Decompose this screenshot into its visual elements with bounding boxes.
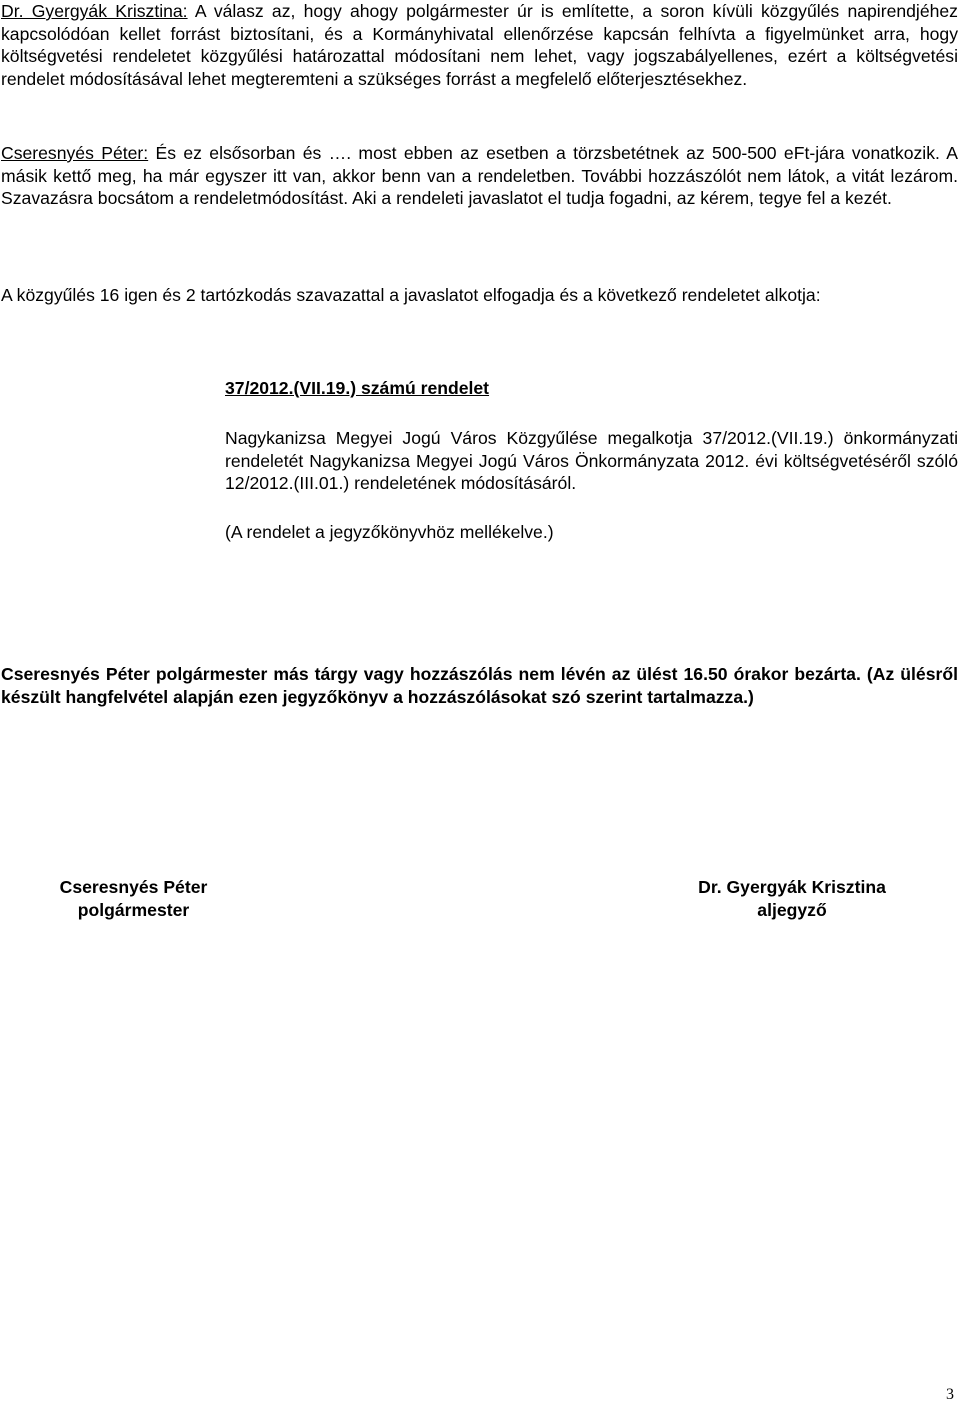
decree-attachment-note: (A rendelet a jegyzőkönyvhöz mellékelve.) [225,522,554,542]
paragraph-cseresnyes [1,142,958,210]
signature-right [672,876,912,921]
paragraph-gyergyak [1,0,958,90]
page-number: 3 [946,1386,954,1403]
paragraph-text: És ez elsősorban és …. most ebben az esetben a törzsbetétnek az 500-500 eFt-jára vonatkozik. A másik kettő meg, ha már egyszer itt van, akkor benn van a rendeletben. További hozzászólót nem látok, a vitát lezárom. Szavazásra bocsátom a rendeletmódosítást. Aki a rendeleti javaslatot el tudja fogadni, az kérem, tegye fel a kezét. [1,143,958,208]
speaker-name: Dr. Gyergyák Krisztina: [1,1,188,21]
decree-title: 37/2012.(VII.19.) számú rendelet [225,378,490,398]
paragraph-text: A válasz az, hogy ahogy polgármester úr is említette, a soron kívüli közgyűlés napirendjéhez kapcsolódóan kellet forrást biztosítani, és a Kormányhivatal ellenőrzése kapcsán felhívta a figyelmünket arra, hogy költségvetési rendeletet közgyűlési határozattal módosítani nem lehet, vagy jogszabályellenes, ezért a költségvetési rendelet módosításával lehet megteremteni a szükséges forrást a megfelelő előterjesztésekhez. [1,1,958,89]
speaker-name: Cseresnyés Péter: [1,143,149,163]
closing-paragraph: Cseresnyés Péter polgármester más tárgy vagy hozzászólás nem lévén az ülést 16.50 órakor bezárta. (Az ülésről készült hangfelvétel alapján ezen jegyzőkönyv a hozzászólásokat szó szerint tartalmazza.) [1,664,958,707]
signature-role: polgármester [77,899,190,920]
signature-role: aljegyző [757,899,827,920]
resolution-paragraph: A közgyűlés 16 igen és 2 tartózkodás szavazattal a javaslatot elfogadja és a következő rendeletet alkotja: [1,285,821,305]
signature-name: Dr. Gyergyák Krisztina [698,877,886,897]
signature-name: Cseresnyés Péter [59,877,208,897]
decree-body: Nagykanizsa Megyei Jogú Város Közgyűlése megalkotja 37/2012.(VII.19.) önkormányzati rendeletét Nagykanizsa Megyei Jogú Város Önkormányzata 2012. évi költségvetéséről szóló 12/2012.(III.01.) rendeletének módosításáról. [225,428,958,493]
signature-left [46,876,221,921]
